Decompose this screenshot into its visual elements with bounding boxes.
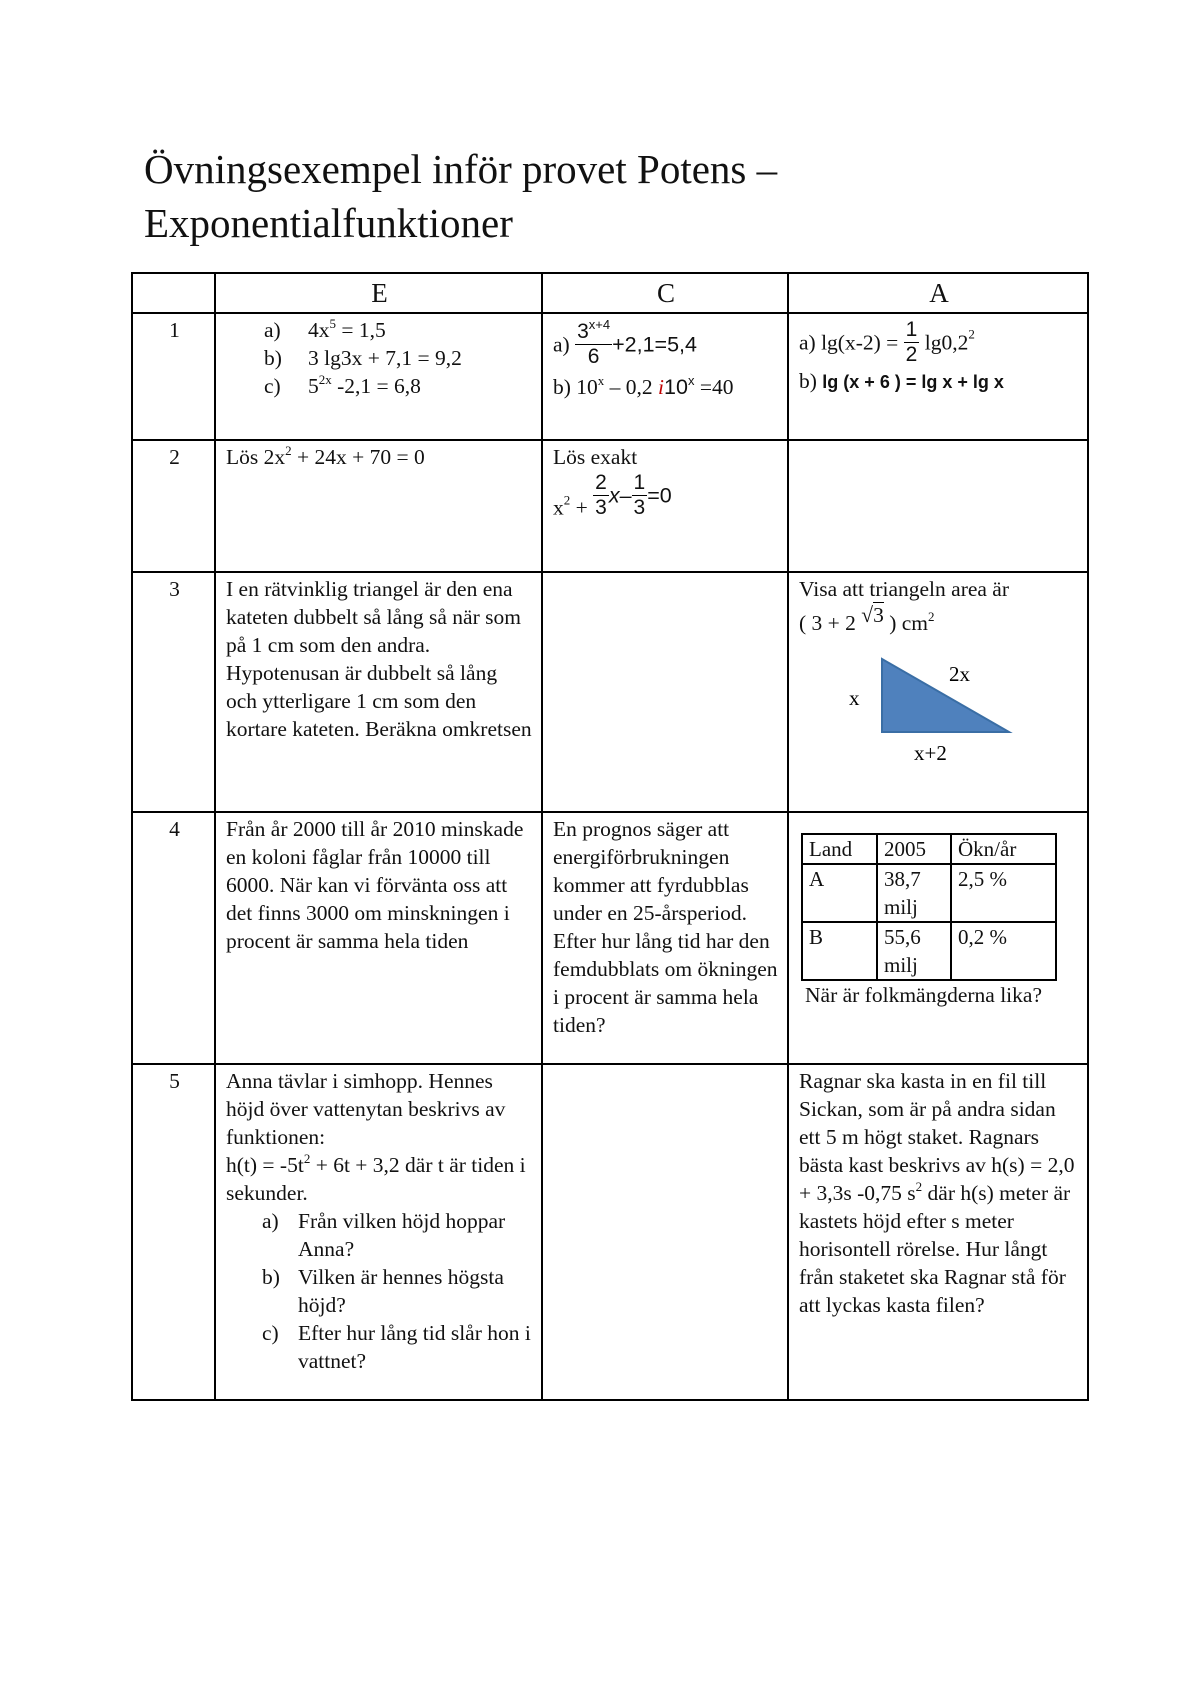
table-row bbox=[132, 572, 1088, 812]
table-row bbox=[132, 440, 1088, 572]
fraction: $\frac{3^{x+4}}{6}$ bbox=[577, 317, 611, 368]
area-expression: ( 3 + 2 √3 ) $cm^2$ bbox=[799, 603, 935, 635]
fraction: $\frac{1}{3}$ bbox=[633, 471, 646, 519]
cell-text: Lös exakt bbox=[553, 445, 638, 469]
table-cell: 2,5 % bbox=[951, 864, 1056, 922]
cell-a-2 bbox=[788, 440, 1088, 572]
cell-c-4: En prognos säger att energiförbrukningen kommer att fyrdubblas under en 25-årsperiod. Efter hur lång tid har den femdubblats om ökningen i procent är samma hela tiden? bbox=[542, 812, 788, 1064]
table-cell: 55,6 milj bbox=[877, 922, 951, 980]
cell-text: Visa att triangeln area är bbox=[799, 577, 1010, 601]
cell-e-5 bbox=[215, 1064, 542, 1400]
triangle-figure bbox=[799, 637, 1079, 765]
table-cell: B bbox=[802, 922, 877, 980]
cell-c-1 bbox=[542, 313, 788, 440]
header-e: E bbox=[215, 273, 542, 313]
exercise-table bbox=[131, 272, 1089, 1401]
header-row bbox=[132, 273, 1088, 313]
function-text: $h(t) = -5t^2 + 6t + 3,2$ där t är tiden i sekunder. bbox=[226, 1151, 526, 1205]
list-item: b) Vilken är hennes högsta höjd? bbox=[262, 1265, 504, 1317]
list-item: c) Efter hur lång tid slår hon i vattnet? bbox=[262, 1321, 531, 1373]
list-item: c) $5^{2x}$ -2,1 = 6,8 bbox=[264, 372, 421, 398]
fraction: $\frac{2}{3}$ bbox=[595, 471, 607, 519]
header-empty bbox=[132, 273, 215, 313]
row-number: 4 bbox=[132, 812, 215, 1064]
table-row bbox=[802, 834, 1056, 864]
header-c: C bbox=[542, 273, 788, 313]
row-number: 2 bbox=[132, 440, 215, 572]
equation-c1a: a) $\frac{3^{x+4}}{6}$ +2,1=5,4 bbox=[553, 317, 697, 368]
table-cell: 38,7 milj bbox=[877, 864, 951, 922]
cell-a-4 bbox=[788, 812, 1088, 1064]
table-cell: A bbox=[802, 864, 877, 922]
table-row bbox=[802, 922, 1056, 980]
sqrt-symbol: √3 bbox=[861, 603, 884, 627]
label-hypotenuse: 2x bbox=[949, 662, 970, 686]
list-item: a) Från vilken höjd hoppar Anna? bbox=[262, 1209, 506, 1261]
table-row bbox=[132, 313, 1088, 440]
row-number: 5 bbox=[132, 1064, 215, 1400]
cell-a-5: Ragnar ska kasta in en fil till Sickan, som är på andra sidan ett 5 m högt staket. Ragnars bästa kast beskrivs av h(s) = 2,0 + 3,3s -0,75 $s^2$ där h(s) meter är kastets höjd efter s meter horisontell rörelse. Hur långt från staketet ska Ragnar stå för att lyckas kasta filen? bbox=[788, 1064, 1088, 1400]
title-line-2: Exponentialfunktioner bbox=[144, 200, 513, 246]
table-header: 2005 bbox=[877, 834, 951, 864]
population-table bbox=[801, 833, 1057, 981]
title-line-1: Övningsexempel inför provet Potens – bbox=[144, 146, 778, 192]
cell-text: Anna tävlar i simhopp. Hennes höjd över vattenytan beskrivs av funktionen: bbox=[226, 1069, 506, 1149]
fraction: $\frac{1}{2}$ bbox=[905, 318, 918, 366]
label-base: x+2 bbox=[914, 741, 947, 765]
equation-a1a: a) lg(x-2) = $\frac{1}{2}$ $\lg 0,2^2$ bbox=[799, 318, 975, 366]
list-item: b) 3 lg3x + 7,1 = 9,2 bbox=[264, 346, 462, 370]
cell-e-3: I en rätvinklig triangel är den ena kateten dubbelt så lång så när som på 1 cm som den andra. Hypotenusan är dubbelt så lång och ytterligare 1 cm som den kortare kateten. Beräkna omkretsen bbox=[215, 572, 542, 812]
cell-c-5 bbox=[542, 1064, 788, 1400]
document-title bbox=[144, 142, 1104, 250]
cell-e-2: Lös $2x^2 + 24x + 70 = 0$ bbox=[215, 440, 542, 572]
cell-e-1 bbox=[215, 313, 542, 440]
cell-a-3 bbox=[788, 572, 1088, 812]
cell-a-1 bbox=[788, 313, 1088, 440]
equation-c2: $x^2$ + $\frac{2}{3}$ x– $\frac{1}{3}$ =0 bbox=[553, 471, 672, 520]
table-row bbox=[132, 812, 1088, 1064]
label-side: x bbox=[849, 686, 860, 710]
table-row bbox=[802, 864, 1056, 922]
cell-c-3 bbox=[542, 572, 788, 812]
cell-e-4: Från år 2000 till år 2010 minskade en koloni fåglar från 10000 till 6000. När kan vi förvänta oss att det finns 3000 om minskningen i procent är samma hela tiden bbox=[215, 812, 542, 1064]
row-number: 3 bbox=[132, 572, 215, 812]
triangle-shape bbox=[882, 659, 1009, 732]
table-cell: 0,2 % bbox=[951, 922, 1056, 980]
row-number: 1 bbox=[132, 313, 215, 440]
list-item: a) $4x^5 = 1,5$ bbox=[264, 316, 386, 342]
table-row bbox=[132, 1064, 1088, 1400]
equation-a1b: b) lg (x + 6 ) = lg x + lg x bbox=[799, 369, 1004, 393]
table-header: Ökn/år bbox=[951, 834, 1056, 864]
cell-text: När är folkmängderna lika? bbox=[805, 983, 1042, 1007]
table-header: Land bbox=[802, 834, 877, 864]
cell-c-2 bbox=[542, 440, 788, 572]
equation-c1b: b) 10$^x$ – 0,2 $i10^x =40$ bbox=[553, 373, 734, 399]
header-a: A bbox=[788, 273, 1088, 313]
